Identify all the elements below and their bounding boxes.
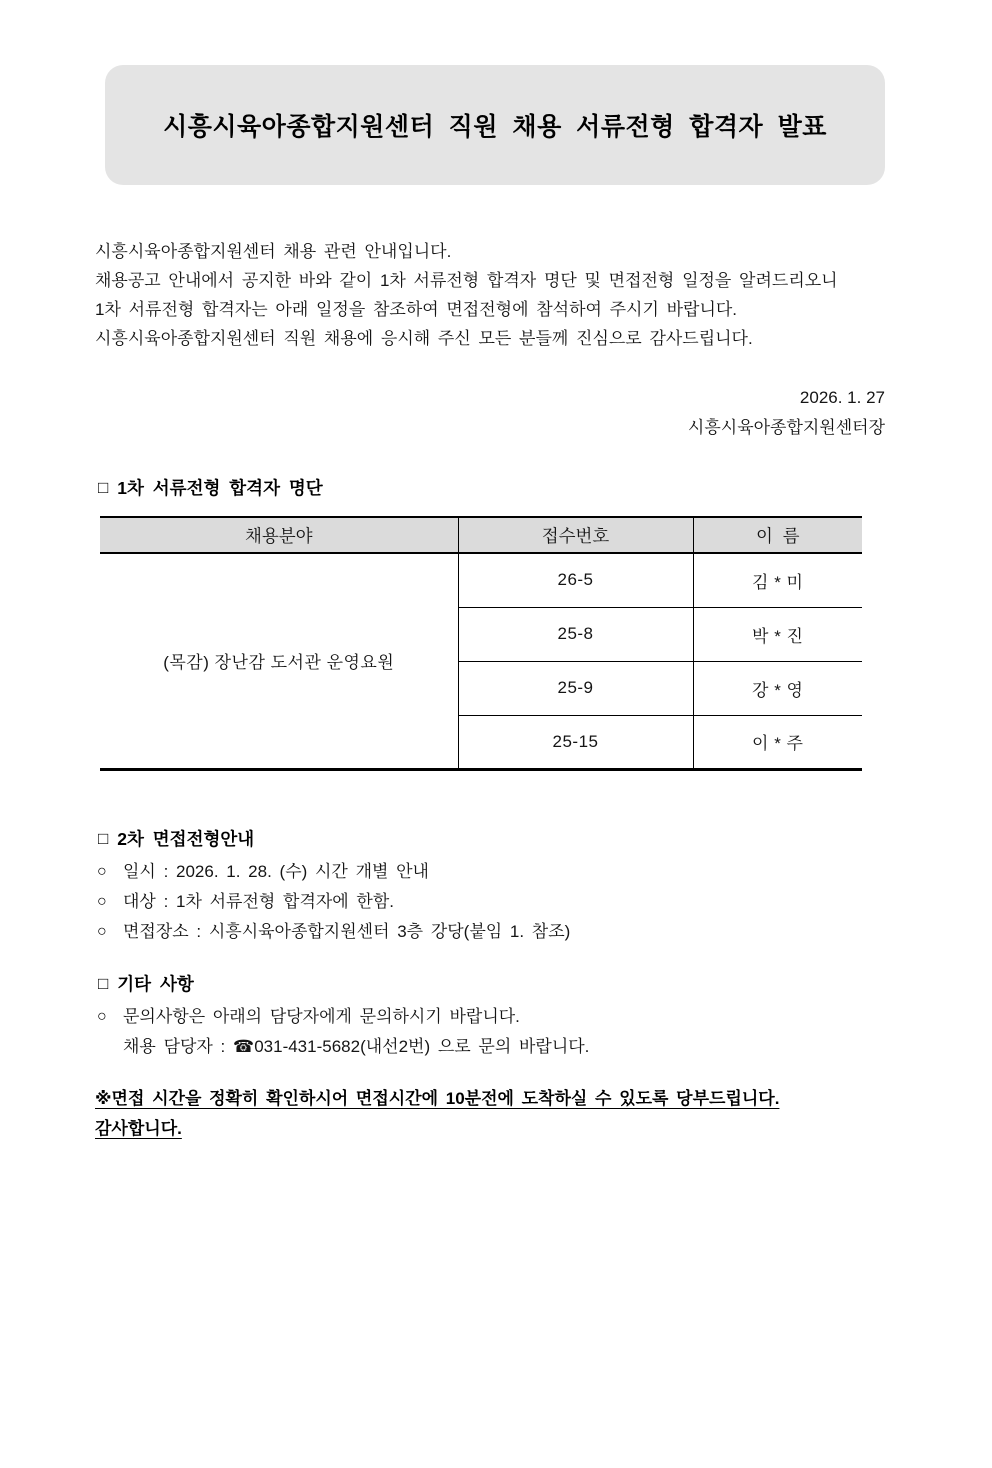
intro-line: 1차 서류전형 합격자는 아래 일정을 참조하여 면접전형에 참석하여 주시기 바랍니다. [95, 300, 738, 319]
bullet-spacer [97, 1032, 123, 1062]
name-cell: 이 * 주 [693, 715, 862, 769]
signature-date: 2026. 1. 27 [799, 388, 885, 407]
table-header-row [100, 517, 862, 553]
name-cell: 강 * 영 [693, 661, 862, 715]
contact-prefix: 채용 담당자 : [123, 1036, 234, 1056]
name-cell: 박 * 진 [693, 607, 862, 661]
pass-list-heading [98, 475, 992, 502]
square-bullet-icon: □ [98, 478, 109, 497]
section-interview [0, 826, 992, 947]
notice-document [0, 65, 992, 1468]
pass-list-table [100, 516, 862, 771]
intro-paragraph [95, 237, 942, 353]
square-bullet-icon: □ [98, 973, 109, 993]
section-pass-list [0, 475, 992, 771]
signature-author: 시흥시육아종합지원센터장 [687, 418, 885, 437]
interview-heading [98, 826, 992, 853]
column-header-name: 이 름 [693, 517, 862, 553]
table-row [100, 553, 862, 607]
etc-heading-label: 기타 사항 [117, 973, 194, 994]
etc-inquiry-text: 문의사항은 아래의 담당자에게 문의하시기 바랍니다. [123, 1006, 520, 1026]
footer-notice [95, 1084, 942, 1144]
square-bullet-icon: □ [98, 828, 109, 848]
interview-heading-label: 2차 면접전형안내 [117, 828, 255, 849]
document-title: 시흥시육아종합지원센터 직원 채용 서류전형 합격자 발표 [163, 113, 827, 141]
section-etc [0, 971, 992, 1062]
name-cell: 김 * 미 [752, 572, 804, 592]
title-banner [105, 65, 885, 185]
contact-text [123, 1032, 589, 1062]
intro-line: 시흥시육아종합지원센터 직원 채용에 응시해 주신 모든 분들께 진심으로 감사드립니다. [95, 329, 753, 348]
interview-date-text: 일시 : 2026. 1. 28. (수) 시간 개별 안내 [123, 861, 429, 881]
etc-heading [98, 971, 992, 998]
list-item [97, 917, 992, 947]
list-item [97, 887, 992, 917]
number-cell: 25-9 [458, 661, 693, 715]
notice-line: 감사합니다. [95, 1118, 182, 1138]
list-item [97, 857, 992, 887]
number-cell: 25-15 [458, 715, 693, 769]
list-item [97, 1002, 992, 1032]
intro-line: 채용공고 안내에서 공지한 바와 같이 1차 서류전형 합격자 명단 및 면접전형 일정을 알려드리오니 [95, 271, 838, 290]
number-cell: 26-5 [458, 553, 693, 607]
position-cell: (목감) 장난감 도서관 운영요원 [163, 653, 395, 673]
column-header-number: 접수번호 [458, 517, 693, 553]
intro-line: 시흥시육아종합지원센터 채용 관련 안내입니다. [95, 242, 452, 261]
pass-list-heading-label: 1차 서류전형 합격자 명단 [117, 478, 323, 498]
telephone-icon: ☎ [233, 1036, 255, 1056]
interview-place-text: 면접장소 : 시흥시육아종합지원센터 3층 강당(붙임 1. 참조) [123, 921, 571, 941]
circle-bullet-icon: ○ [97, 922, 107, 940]
circle-bullet-icon: ○ [97, 862, 107, 880]
contact-line [97, 1032, 992, 1062]
interview-target-text: 대상 : 1차 서류전형 합격자에 한함. [123, 891, 395, 911]
circle-bullet-icon: ○ [97, 892, 107, 910]
signature-block [0, 383, 885, 443]
contact-phone-text: 031-431-5682(내선2번) 으로 문의 바랍니다. [254, 1036, 590, 1056]
circle-bullet-icon: ○ [97, 1007, 107, 1025]
number-cell: 25-8 [458, 607, 693, 661]
column-header-position: 채용분야 [100, 517, 458, 553]
notice-line: ※면접 시간을 정확히 확인하시어 면접시간에 10분전에 도착하실 수 있도록 당부드립니다. [95, 1088, 780, 1108]
